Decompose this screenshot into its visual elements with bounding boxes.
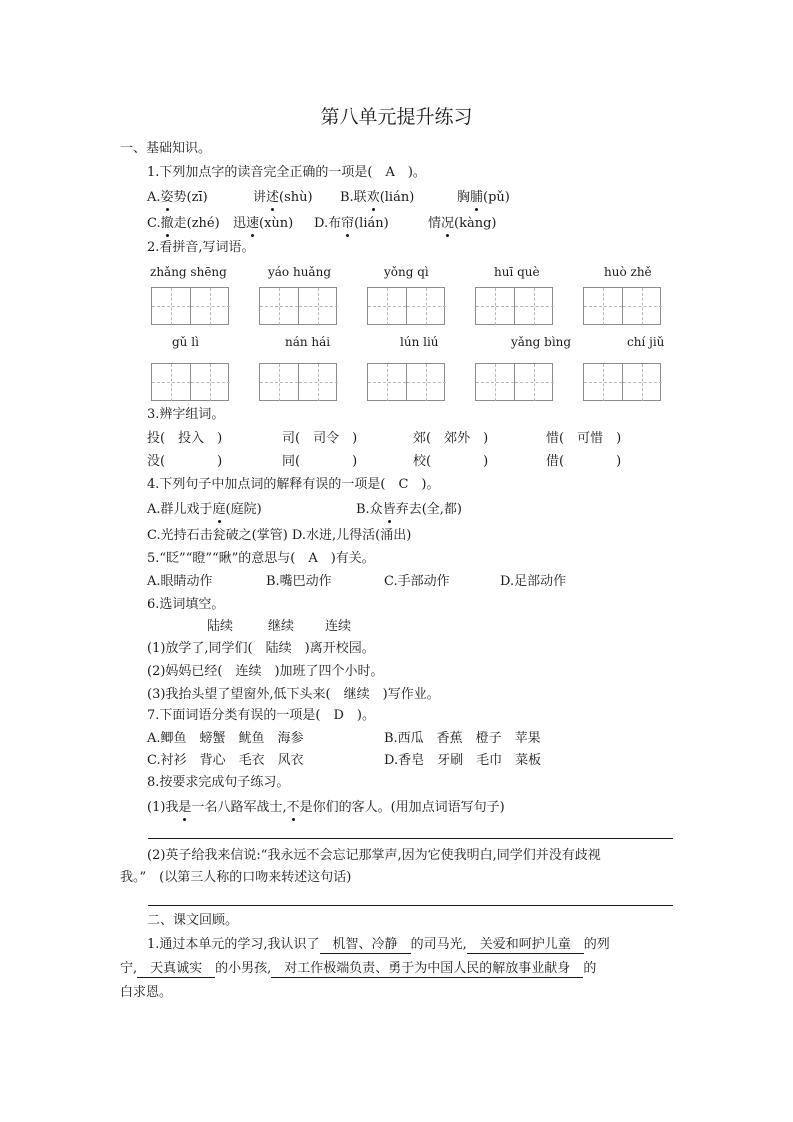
pinyin-label: yáo huǎng <box>268 265 331 279</box>
q7-option: B.西瓜 香蕉 橙子 苹果 <box>384 731 541 746</box>
q5-option: A.眼睛动作 <box>147 574 213 589</box>
q5-option: C.手部动作 <box>384 574 450 589</box>
q7-stem: 7.下面词语分类有误的一项是( D )。 <box>147 708 375 723</box>
pinyin-label: lún liú <box>400 335 439 349</box>
pinyin-label: chí jiǔ <box>627 335 665 349</box>
writing-grid[interactable] <box>367 287 445 325</box>
q3-item: 司( 司令 ) <box>282 431 358 446</box>
writing-grid[interactable] <box>583 363 661 401</box>
q1-option-d: D.布帘(lián) <box>314 214 389 234</box>
q7-option: A.鲫鱼 螃蟹 鱿鱼 海参 <box>147 731 304 746</box>
answer-blank: 机智、冷静 <box>319 937 411 952</box>
q4-option-a: A.群儿戏于庭(庭院) <box>147 500 262 520</box>
q1-option-a2: 讲述(shù) <box>253 188 313 208</box>
writing-grid[interactable] <box>367 363 445 401</box>
q2-stem: 2.看拼音,写词语。 <box>147 240 255 255</box>
q3-item: 郊( 郊外 ) <box>413 431 489 446</box>
answer-blank: 天真诚实 <box>137 961 216 976</box>
q3-item[interactable]: 借( ) <box>546 454 622 469</box>
q3-stem: 3.辨字组词。 <box>147 407 225 422</box>
q7-option: D.香皂 牙刷 毛巾 菜板 <box>384 753 542 768</box>
pinyin-label: zhǎng shēng <box>150 265 227 279</box>
writing-grid[interactable] <box>151 363 229 401</box>
pinyin-label: nán hái <box>285 335 331 349</box>
q1-option-b: B.联欢(lián) <box>340 188 414 208</box>
page-title: 第八单元提升练习 <box>320 106 473 128</box>
q6-word: 陆续 <box>207 619 234 634</box>
q5-stem: 5.“眨”“瞪”“瞅”的意思与( A )有关。 <box>147 551 375 566</box>
q3-item: 惜( 可惜 ) <box>546 431 622 446</box>
q3-item[interactable]: 同( ) <box>282 454 358 469</box>
q3-item[interactable]: 没( ) <box>147 454 223 469</box>
answer-line[interactable] <box>148 905 673 906</box>
q8-sentence-2-cont: 我。” (以第三人称的口吻来转述这句话) <box>120 870 352 885</box>
q5-option: D.足部动作 <box>500 574 567 589</box>
writing-grid[interactable] <box>475 363 553 401</box>
q4-option-b: B.众皆弃去(全,都) <box>356 500 462 520</box>
writing-grid[interactable] <box>259 287 337 325</box>
section-heading-review: 二、课文回顾。 <box>147 913 239 928</box>
q1-stem: 1.下列加点字的读音完全正确的一项是( A )。 <box>147 165 426 180</box>
q4-option-cd: C.光持石击瓮破之(掌管) D.水迸,儿得活(涌出) <box>147 528 412 543</box>
writing-grid[interactable] <box>475 287 553 325</box>
q1-option-c2: 迅速(xùn) <box>233 214 293 234</box>
review-line-3: 白求恩。 <box>120 985 173 1000</box>
answer-line[interactable] <box>148 838 673 839</box>
q6-sentence: (1)放学了,同学们( 陆续 )离开校园。 <box>147 641 375 656</box>
q8-sentence-1: (1)我是一名八路军战士,不是你们的客人。(用加点词语写句子) <box>147 798 505 818</box>
q1-option-c: C.撤走(zhé) <box>147 214 220 234</box>
q8-stem: 8.按要求完成句子练习。 <box>147 775 290 790</box>
q6-sentence: (3)我抬头望了望窗外,低下头来( 继续 )写作业。 <box>147 687 440 702</box>
q5-option: B.嘴巴动作 <box>266 574 332 589</box>
q8-sentence-2: (2)英子给我来信说:“我永远不会忘记那掌声,因为它使我明白,同学们并没有歧视 <box>147 848 601 863</box>
q6-word: 继续 <box>268 619 295 634</box>
q6-sentence: (2)妈妈已经( 连续 )加班了四个小时。 <box>147 664 384 679</box>
answer-blank: 对工作极端负责、勇于为中国人民的解放事业献身 <box>271 961 584 976</box>
q1-option-d2: 情况(kàng) <box>428 214 497 234</box>
q3-item: 投( 投入 ) <box>147 431 223 446</box>
section-heading-basics: 一、基础知识。 <box>120 141 212 156</box>
q7-option: C.衬衫 背心 毛衣 风衣 <box>147 753 304 768</box>
pinyin-label: huò zhě <box>604 265 652 279</box>
q1-option-a: A.姿势(zī) <box>147 188 208 208</box>
answer-blank: 关爱和呵护儿童 <box>466 937 584 952</box>
pinyin-label: yǎng bìng <box>511 335 572 349</box>
q4-stem: 4.下列句子中加点词的解释有误的一项是( C )。 <box>147 477 440 492</box>
q1-option-b2: 胸脯(pǔ) <box>457 188 510 208</box>
pinyin-label: huī què <box>494 265 540 279</box>
q3-item[interactable]: 校( ) <box>413 454 489 469</box>
pinyin-label: gǔ lì <box>172 335 199 349</box>
writing-grid[interactable] <box>151 287 229 325</box>
review-line-1: 1.通过本单元的学习,我认识了 机智、冷静 的司马光, 关爱和呵护儿童 的列 <box>147 937 610 952</box>
pinyin-label: yǒng qì <box>384 265 429 279</box>
q6-stem: 6.选词填空。 <box>147 597 225 612</box>
writing-grid[interactable] <box>259 363 337 401</box>
review-line-2: 宁, 天真诚实 的小男孩, 对工作极端负责、勇于为中国人民的解放事业献身 的 <box>120 961 597 976</box>
writing-grid[interactable] <box>583 287 661 325</box>
q6-word: 连续 <box>325 619 352 634</box>
